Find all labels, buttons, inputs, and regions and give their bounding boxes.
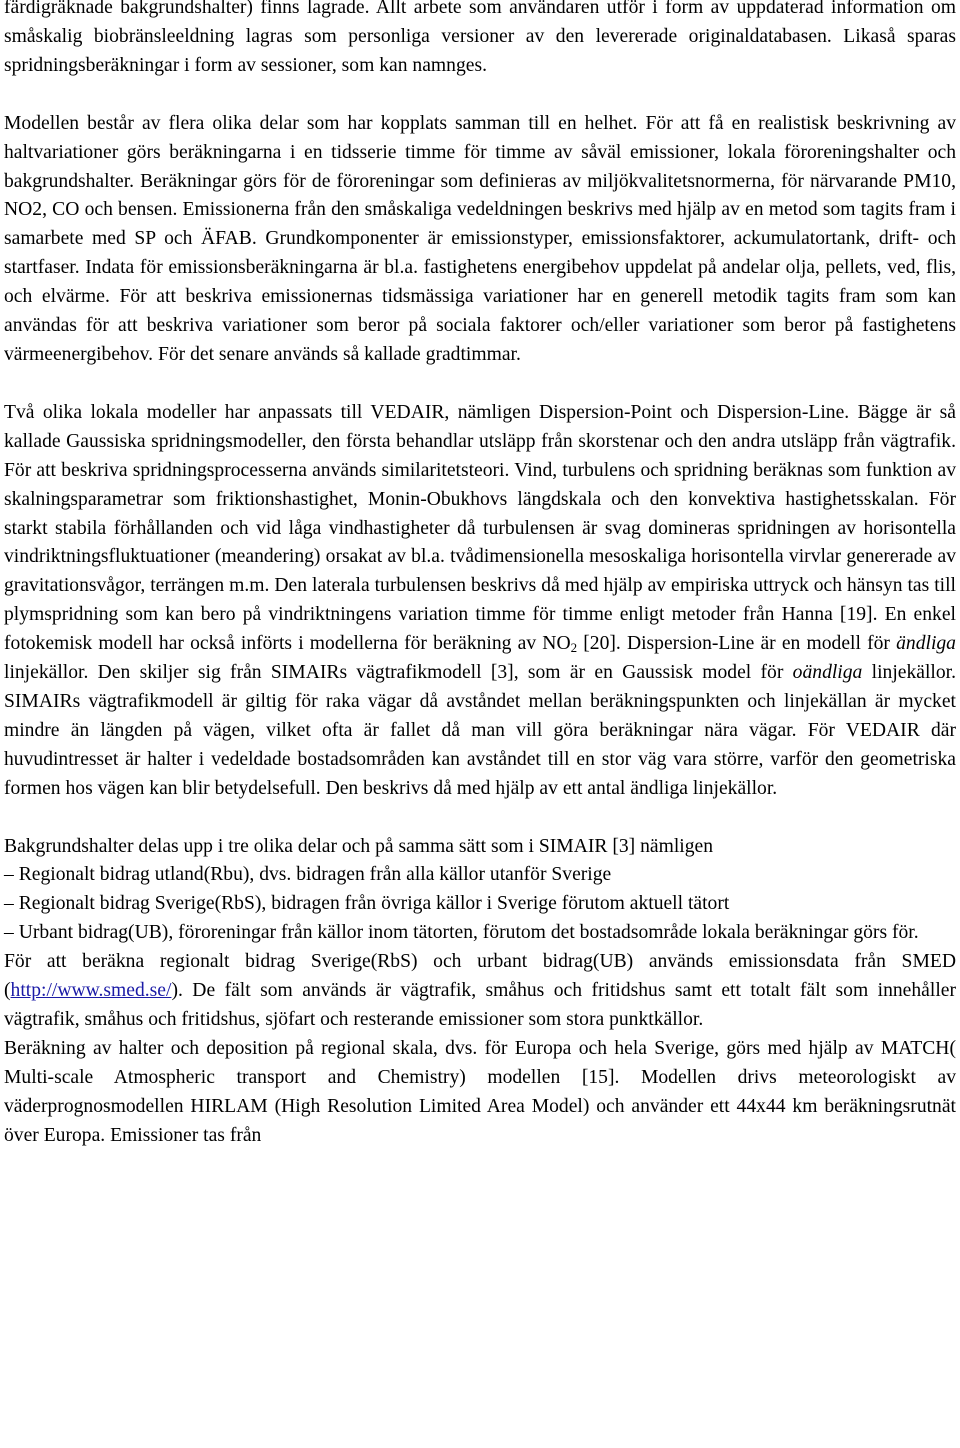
paragraph-model-overview: Modellen består av flera olika delar som har kopplats samman till en helhet. För att få en realistisk beskrivning av haltvariationer görs beräkningarna i en tidsserie timme för timme av såväl emissioner, lokala föroreningshalter och bakgrundshalter. Beräkningar görs för de föroreningar som definieras av miljökvalitetsnormerna, för närvarande PM10, NO2, CO och bensen. Emissionerna från den småskaliga vedeldningen beskrivs med hjälp av en metod som tagits fram i samarbete med SP och ÄFAB. Grundkomponenter är emissionstyper, emissionsfaktorer, ackumulatortank, drift- och startfaser. Indata för emissionsberäkningarna är bl.a. fastighetens energibehov uppdelat på andelar olja, pellets, ved, flis, och elvärme. För att beskriva emissionernas tidsmässiga variationer har en generell metodik tagits fram som kan användas för att beskriva variationer som beror på sociala faktorer och/eller variationer som beror på fastighetens värmeenergibehov. För det senare används så kallade gradtimmar.: [4, 112, 956, 365]
local-models-text-3: linjekällor. Den skiljer sig från SIMAIRs vägtrafikmodell [3], som är en Gaussisk model för: [4, 662, 793, 684]
list-item-ub: – Urbant bidrag(UB), föroreningar från källor inom tätorten, förutom det bostadsområde lokala beräkningar görs för.: [4, 922, 919, 944]
paragraph-smed: [4, 948, 956, 1035]
smed-text-post: ). De fält som används är vägtrafik, småhus och fritidshus samt ett totalt fält som innehåller vägtrafik, småhus och fritidshus, sjöfart och resterande emissioner som stora punktkällor.: [4, 980, 956, 1030]
no2-subscript: 2: [570, 640, 578, 656]
paragraph-data-storage: färdigräknade bakgrundshalter) finns lagrade. Allt arbete som användaren utför i form av uppdaterad information om småskalig biobränsleeldning lagras som personliga versioner av den levererade originaldatabasen. Likaså sparas spridningsberäkningar i form av sessioner, som kan namnges.: [4, 0, 956, 76]
local-models-text-4: linjekällor. SIMAIRs vägtrafikmodell är giltig för raka vägar då avståndet mellan beräkningspunkten och linjekällan är mycket mindre än längden på vägen, vilket ofta är fallet då man vill göra beräkningar nära vägar. För VEDAIR där huvudintresset är halter i vedeldade bostadsområden kan avståndet till en stor väg vara större, varför den geometriska formen hos vägen kan blir betydelsefull. Den beskrivs då med hjälp av ett antal ändliga linjekällor.: [4, 662, 956, 799]
list-item-rbu: – Regionalt bidrag utland(Rbu), dvs. bidragen från alla källor utanför Sverige: [4, 864, 612, 886]
emphasis-andliga: ändliga: [896, 633, 956, 655]
paragraph-local-models: [4, 399, 956, 804]
background-intro: Bakgrundshalter delas upp i tre olika delar och på samma sätt som i SIMAIR [3] nämligen: [4, 835, 714, 857]
local-models-text-2: [20]. Dispersion-Line är en modell för: [577, 633, 897, 655]
emphasis-oandliga: oändliga: [792, 662, 863, 684]
paragraph-match: Beräkning av halter och deposition på regional skala, dvs. för Europa och hela Sverige, görs med hjälp av MATCH( Multi-scale Atmospheric transport and Chemistry) modellen [15]. Modellen drivs meteorologiskt av väderprognosmodellen HIRLAM (High Resolution Limited Area Model) och använder ett 44x44 km beräkningsrutnät över Europa. Emissioner tas från: [4, 1037, 956, 1146]
local-models-text-1: Två olika lokala modeller har anpassats till VEDAIR, nämligen Dispersion-Point och Dispersion-Line. Bägge är så kallade Gaussiska spridningsmodeller, den första behandlar utsläpp från skorstenar och den andra utsläpp från vägtrafik. För att beskriva spridningsprocesserna används similaritetsteori. Vind, turbulens och spridning beräknas som funktion av skalningsparametrar som friktionshastighet, Monin-Obukhovs längdskala och den konvektiva hastighetsskalan. För starkt stabila förhållanden och vid låga vindhastigheter då turbulensen är svag domineras spridningen av horisontella vindriktningsfluktuationer (meandering) orsakat av bl.a. tvådimensionella mesoskaliga horisontella virvlar genererade av gravitationsvågor, terrängen m.m. Den laterala turbulensen beskrivs då med hjälp av empiriska uttryck och hänsyn tas till plymspridning som kan bero på vindriktningens variation timme för timme enligt metoder från Hanna [19]. En enkel fotokemisk modell har också införts i modellerna för beräkning av NO: [4, 401, 956, 655]
smed-link[interactable]: http://www.smed.se/: [10, 980, 172, 1002]
paragraph-gap: [4, 804, 956, 833]
paragraph-gap: [4, 370, 956, 399]
smed-text-pre: För att beräkna regionalt bidrag Sverige(RbS) och urbant bidrag(UB) används emissionsdata från SMED (: [4, 951, 956, 1002]
paragraph-gap: [4, 81, 956, 110]
document-page: [4, 0, 956, 1151]
list-item-rbs: – Regionalt bidrag Sverige(RbS), bidragen från övriga källor i Sverige förutom aktuell tätort: [4, 893, 730, 915]
